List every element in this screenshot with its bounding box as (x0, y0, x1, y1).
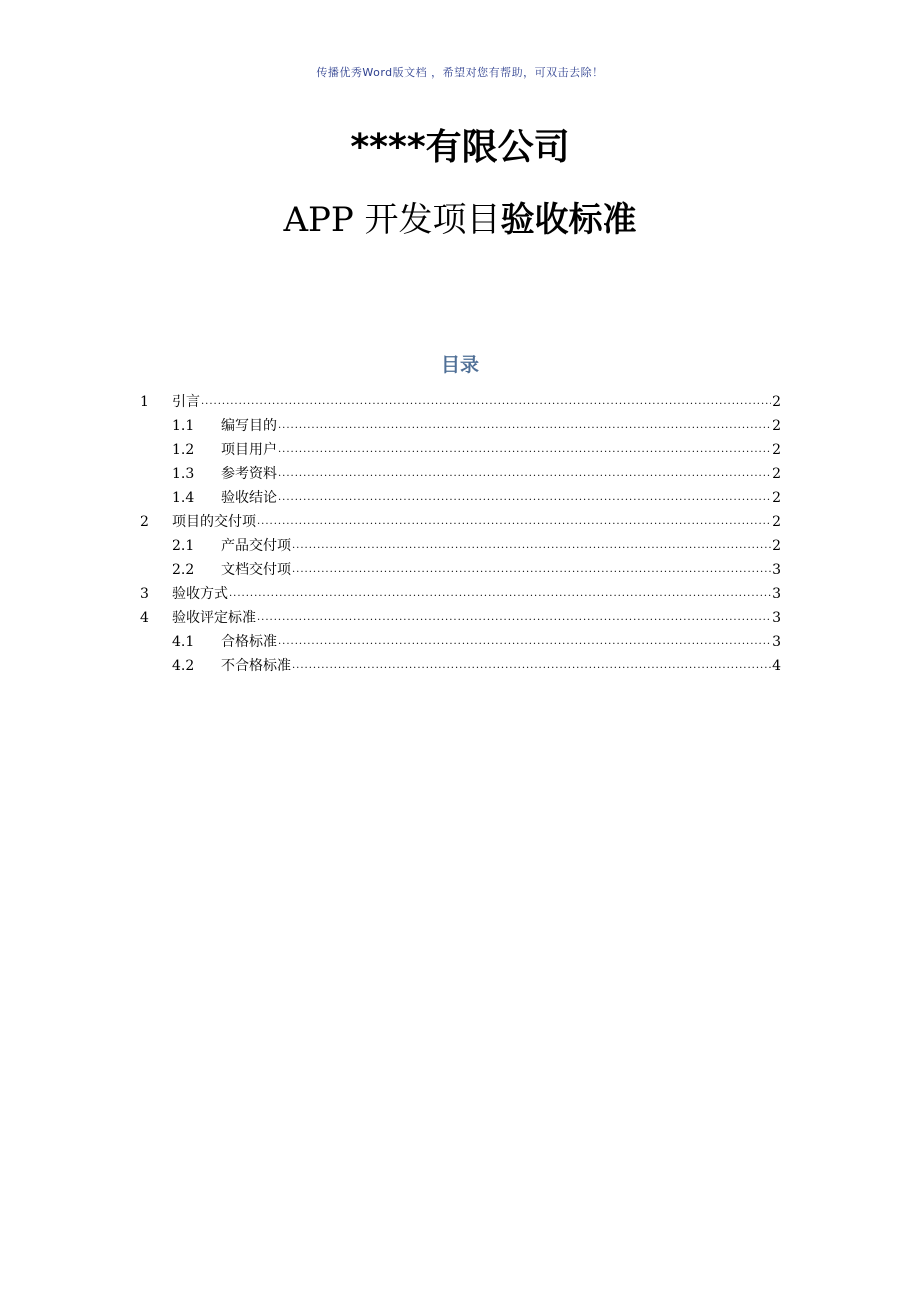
toc-entry[interactable] (140, 534, 781, 558)
toc-entry-page: 4 (772, 658, 781, 674)
toc-leader-dots (278, 438, 771, 462)
toc-entry-number: 4.1 (172, 634, 195, 650)
toc-entry-label: 引言 (172, 394, 200, 410)
toc-entry-label: 编写目的 (221, 418, 277, 434)
document-title-part1: APP 开发项目 (283, 200, 501, 240)
toc-entry-label: 验收结论 (221, 490, 277, 506)
toc-entry-page: 2 (772, 514, 781, 530)
watermark-text: 传播优秀Word版文档 ，希望对您有帮助，可双击去除！ (316, 66, 604, 79)
table-of-contents (140, 390, 781, 678)
toc-entry[interactable] (140, 582, 781, 606)
toc-entry-page: 2 (772, 418, 781, 434)
toc-entry-label: 验收方式 (172, 586, 228, 602)
toc-entry-label: 合格标准 (221, 634, 277, 650)
toc-heading: 目录 (440, 354, 479, 376)
toc-entry-number: 2.2 (172, 562, 195, 578)
toc-entry[interactable] (140, 414, 781, 438)
toc-entry[interactable] (140, 390, 781, 414)
toc-leader-dots (257, 510, 771, 534)
toc-entry-label: 项目的交付项 (172, 514, 256, 530)
toc-entry-number: 1.2 (172, 442, 195, 458)
toc-entry-label: 参考资料 (221, 466, 277, 482)
toc-entry-number: 4 (140, 610, 149, 626)
toc-entry-page: 3 (772, 634, 781, 650)
toc-leader-dots (292, 558, 771, 582)
toc-entry-page: 2 (772, 538, 781, 554)
toc-entry-label: 不合格标准 (221, 658, 291, 674)
toc-entry-page: 3 (772, 610, 781, 626)
toc-entry-label: 验收评定标准 (172, 610, 256, 626)
toc-entry-label: 项目用户 (221, 442, 277, 458)
toc-entry-page: 2 (772, 442, 781, 458)
toc-leader-dots (292, 654, 771, 678)
toc-entry-number: 2.1 (172, 538, 195, 554)
toc-entry[interactable] (140, 558, 781, 582)
toc-entry-number: 1.4 (172, 490, 195, 506)
toc-entry[interactable] (140, 630, 781, 654)
toc-entry-number: 3 (140, 586, 149, 602)
toc-leader-dots (292, 534, 771, 558)
document-title-part2: 验收标准 (500, 200, 637, 240)
toc-leader-dots (229, 582, 771, 606)
toc-entry-number: 2 (140, 514, 149, 530)
toc-leader-dots (278, 630, 771, 654)
toc-leader-dots (278, 414, 771, 438)
toc-entry[interactable] (140, 606, 781, 630)
toc-entry-page: 3 (772, 586, 781, 602)
toc-entry-number: 4.2 (172, 658, 195, 674)
document-title (0, 194, 920, 246)
toc-leader-dots (257, 606, 771, 630)
company-name: ****有限公司 (350, 127, 570, 168)
toc-entry[interactable] (140, 510, 781, 534)
toc-entry[interactable] (140, 486, 781, 510)
toc-leader-dots (201, 390, 771, 414)
toc-entry-number: 1.3 (172, 466, 195, 482)
toc-leader-dots (278, 462, 771, 486)
toc-entry-number: 1 (140, 394, 149, 410)
toc-entry-page: 2 (772, 394, 781, 410)
toc-entry[interactable] (140, 462, 781, 486)
toc-leader-dots (278, 486, 771, 510)
toc-entry-page: 2 (772, 466, 781, 482)
toc-entry[interactable] (140, 654, 781, 678)
toc-entry-label: 产品交付项 (221, 538, 291, 554)
toc-entry-label: 文档交付项 (221, 562, 291, 578)
toc-entry-number: 1.1 (172, 418, 195, 434)
toc-entry-page: 3 (772, 562, 781, 578)
toc-entry[interactable] (140, 438, 781, 462)
toc-entry-page: 2 (772, 490, 781, 506)
